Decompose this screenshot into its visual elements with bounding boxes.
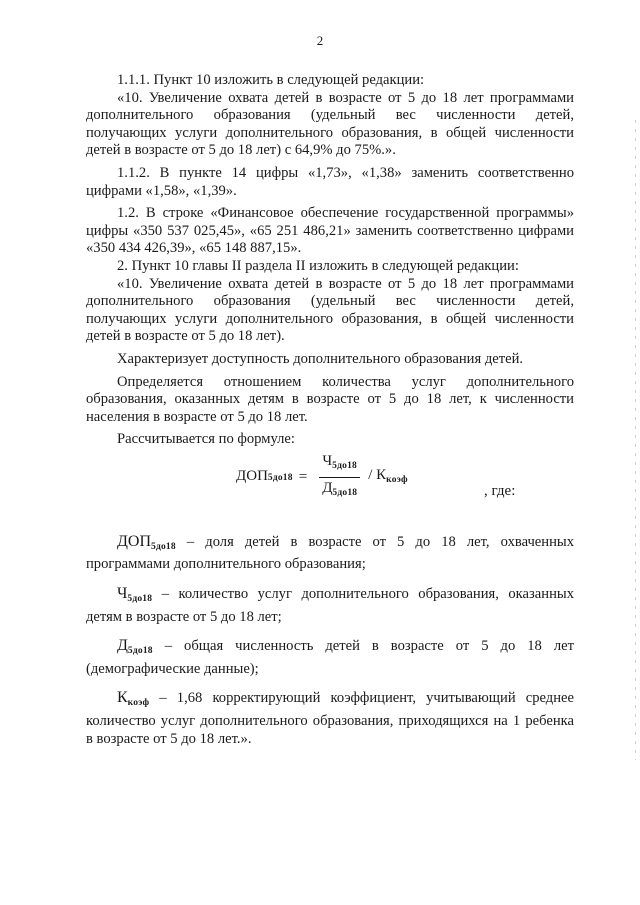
formula-divide-sub: коэф — [386, 474, 408, 485]
formula-divide-symbol: / К — [368, 466, 387, 483]
paragraph-determined: Определяется отношением количества услуг дополнительного образования, оказанных детям в возрасте от 5 до 18 лет, к численности населения в возрасте от 5 до 18 лет. — [86, 373, 574, 425]
formula-numerator — [319, 453, 360, 479]
definition-d-symbol: Д — [117, 637, 128, 655]
formula-block — [86, 453, 574, 513]
formula-denominator-symbol: Д — [322, 480, 333, 497]
definition-k-sub: коэф — [127, 698, 150, 709]
formula-equals: = — [298, 469, 308, 486]
definition-ch — [86, 585, 574, 626]
definition-ch-text: – количество услуг дополнительного образования, оказанных детям в возрасте от 5 до 18 лет; — [86, 586, 574, 625]
definition-ch-symbol: Ч — [117, 585, 128, 603]
formula-lhs — [236, 468, 293, 488]
page-number: 2 — [316, 33, 324, 48]
definition-ch-sub: 5до18 — [127, 594, 153, 605]
paragraph-2: 2. Пункт 10 главы II раздела II изложить в следующей редакции: — [117, 257, 519, 274]
document-body — [86, 72, 574, 748]
formula-denominator — [319, 478, 360, 503]
formula-lhs-symbol: ДОП — [236, 468, 268, 485]
paragraph-quote-10-new: «10. Увеличение охвата детей в возрасте от 5 до 18 лет программами дополнительного образования (удельный вес численности детей, получающих услуги дополнительного образования, в общей численности детей в возрасте от 5 до 18 лет). — [86, 275, 574, 345]
definition-k — [86, 689, 574, 748]
formula — [236, 452, 516, 503]
definition-d-sub: 5до18 — [127, 646, 153, 657]
paragraph-1-1-1: 1.1.1. Пункт 10 изложить в следующей редакции: — [117, 72, 425, 88]
definition-k-text: – 1,68 корректирующий коэффициент, учитывающий среднее количество услуг дополнительного образования, приходящихся на 1 ребенка в возрасте от 5 до 18 лет.». — [86, 690, 574, 747]
definition-dop — [86, 533, 574, 574]
formula-numerator-symbol: Ч — [322, 452, 333, 469]
formula-where: , где: — [484, 482, 516, 499]
definition-dop-text: – доля детей в возрасте от 5 до 18 лет, охваченных программами дополнительного образования; — [86, 533, 574, 573]
definition-dop-sub: 5до18 — [151, 541, 176, 552]
paragraph-characterizes: Характеризует доступность дополнительного образования детей. — [117, 350, 524, 367]
definition-d-text: – общая численность детей в возрасте от 5 до 18 лет (демографические данные); — [86, 638, 574, 677]
paragraph-calculated: Рассчитывается по формуле: — [117, 431, 295, 448]
formula-divide — [368, 467, 408, 490]
paragraph-1-2: 1.2. В строке «Финансовое обеспечение государственной программы» цифры «350 537 025,45», «65 251 486,21» заменить соответственно цифрами «350 434 426,39», «65 148 887,15». — [86, 205, 574, 257]
scan-edge-mark — [635, 120, 636, 760]
paragraph-quote-10: «10. Увеличение охвата детей в возрасте от 5 до 18 лет программами дополнительного образования (удельный вес численности детей, получающих услуги дополнительного образования, в общей численности детей в возрасте от 5 до 18 лет) с 64,9% до 75%.». — [86, 89, 574, 159]
formula-numerator-sub: 5до18 — [332, 460, 357, 471]
definition-k-symbol: К — [117, 689, 128, 707]
definition-dop-symbol: ДОП — [117, 532, 152, 550]
definition-d — [86, 637, 574, 678]
formula-lhs-sub: 5до18 — [267, 473, 293, 484]
paragraph-1-1-2: 1.1.2. В пункте 14 цифры «1,73», «1,38» заменить соответственно цифрами «1,58», «1,39». — [86, 164, 574, 199]
formula-denominator-sub: 5до18 — [332, 488, 358, 499]
formula-fraction — [319, 453, 360, 503]
